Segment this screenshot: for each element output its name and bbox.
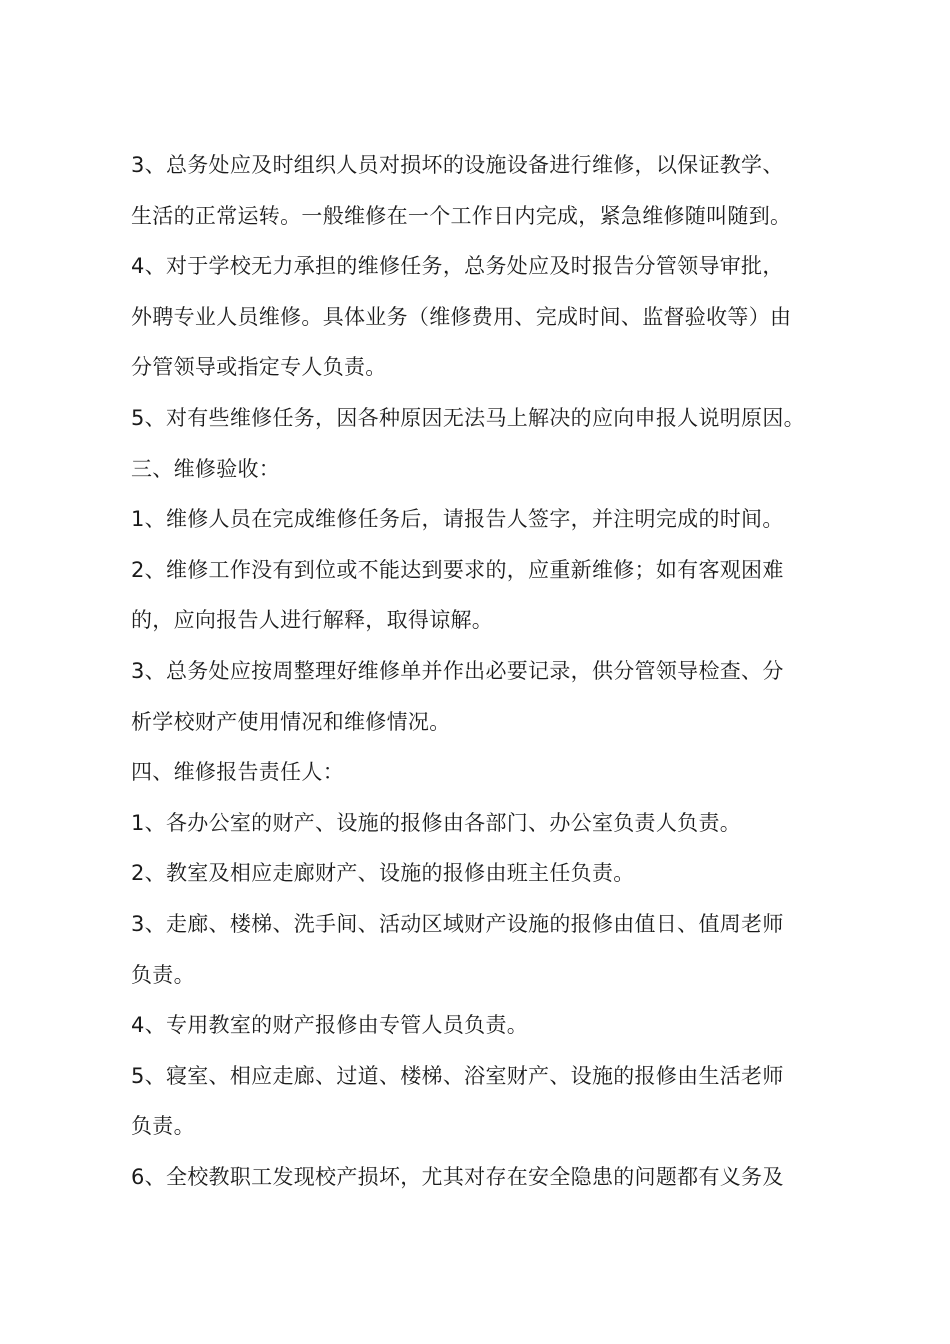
- text-line: 负责。: [131, 962, 195, 987]
- text-line: 析学校财产使用情况和维修情况。: [131, 709, 451, 734]
- text-line: 1、各办公室的财产、设施的报修由各部门、办公室负责人负责。: [131, 810, 742, 835]
- text-line: 的，应向报告人进行解释，取得谅解。: [131, 608, 494, 633]
- text-line: 外聘专业人员维修。具体业务（维修费用、完成时间、监督验收等）由: [131, 304, 792, 329]
- text-line: 分管领导或指定专人负责。: [131, 355, 387, 380]
- document-body: [131, 140, 831, 1202]
- text-line: 负责。: [131, 1114, 195, 1139]
- text-line: 2、教室及相应走廊财产、设施的报修由班主任负责。: [131, 861, 635, 886]
- section-heading: 三、维修验收：: [131, 456, 281, 481]
- text-line: 3、走廊、楼梯、洗手间、活动区域财产设施的报修由值日、值周老师: [131, 911, 784, 936]
- text-line: 5、对有些维修任务，因各种原因无法马上解决的应向申报人说明原因。: [131, 405, 805, 430]
- text-line: 5、寝室、相应走廊、过道、楼梯、浴室财产、设施的报修由生活老师: [131, 1063, 784, 1088]
- text-line: 3、总务处应及时组织人员对损坏的设施设备进行维修，以保证教学、: [131, 153, 784, 177]
- section-heading: 四、维修报告责任人：: [131, 760, 344, 785]
- text-line: 4、对于学校无力承担的维修任务，总务处应及时报告分管领导审批，: [131, 254, 784, 279]
- text-line: 6、全校教职工发现校产损坏，尤其对存在安全隐患的问题都有义务及: [131, 1164, 784, 1189]
- text-line: 4、专用教室的财产报修由专管人员负责。: [131, 1013, 529, 1038]
- text-line: 2、维修工作没有到位或不能达到要求的，应重新维修；如有客观困难: [131, 557, 784, 582]
- text-line: 1、维修人员在完成维修任务后，请报告人签字，并注明完成的时间。: [131, 507, 784, 532]
- text-line: 3、总务处应按周整理好维修单并作出必要记录，供分管领导检查、分: [131, 658, 784, 683]
- text-line: 生活的正常运转。一般维修在一个工作日内完成，紧急维修随叫随到。: [131, 203, 792, 228]
